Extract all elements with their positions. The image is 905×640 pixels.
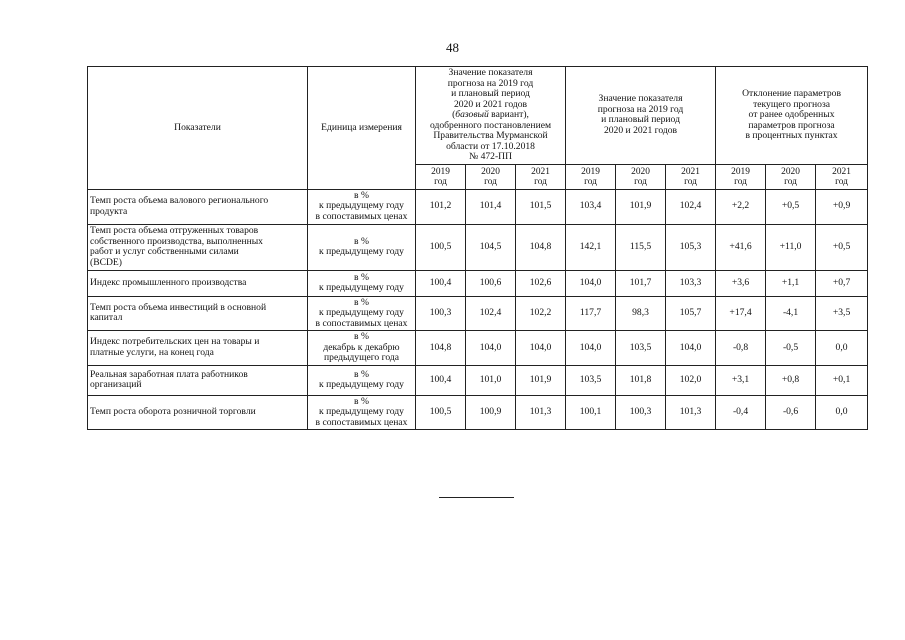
table-row xyxy=(88,224,868,270)
value-cell: -0,8 xyxy=(716,331,766,366)
value-cell: +17,4 xyxy=(716,296,766,331)
indicator-cell: Темп роста объема отгруженных товаров собственного производства, выполненных работ и услуг собственными силами (BCDE) xyxy=(88,224,308,270)
unit-cell: в % к предыдущему году в сопоставимых ценах xyxy=(308,189,416,224)
year-header: 2021 год xyxy=(816,164,868,189)
value-cell: 100,1 xyxy=(566,395,616,430)
value-cell: +0,5 xyxy=(766,189,816,224)
value-cell: 104,5 xyxy=(466,224,516,270)
page-number: 48 xyxy=(446,40,459,55)
value-cell: 115,5 xyxy=(616,224,666,270)
value-cell: 103,3 xyxy=(666,270,716,296)
footer-rule xyxy=(439,497,514,498)
unit-cell: в % декабрь к декабрю предыдущего года xyxy=(308,331,416,366)
value-cell: 104,0 xyxy=(466,331,516,366)
value-cell: 103,5 xyxy=(566,365,616,395)
unit-cell: в % к предыдущему году xyxy=(308,270,416,296)
value-cell: 103,4 xyxy=(566,189,616,224)
year-header: 2019 год xyxy=(566,164,616,189)
value-cell: 105,3 xyxy=(666,224,716,270)
indicator-cell: Темп роста объема инвестиций в основной капитал xyxy=(88,296,308,331)
value-cell: 104,0 xyxy=(566,270,616,296)
table-body xyxy=(88,189,868,430)
unit-cell: в % к предыдущему году xyxy=(308,365,416,395)
value-cell: 100,3 xyxy=(616,395,666,430)
value-cell: 102,4 xyxy=(466,296,516,331)
year-header: 2020 год xyxy=(766,164,816,189)
indicator-cell: Реальная заработная плата работников организаций xyxy=(88,365,308,395)
value-cell: 101,8 xyxy=(616,365,666,395)
value-cell: 101,2 xyxy=(416,189,466,224)
value-cell: 0,0 xyxy=(816,395,868,430)
table-row xyxy=(88,395,868,430)
forecast-table xyxy=(87,66,868,430)
value-cell: 101,4 xyxy=(466,189,516,224)
value-cell: 142,1 xyxy=(566,224,616,270)
indicator-cell: Темп роста объема валового регионального продукта xyxy=(88,189,308,224)
value-cell: 102,6 xyxy=(516,270,566,296)
value-cell: +3,1 xyxy=(716,365,766,395)
value-cell: +3,5 xyxy=(816,296,868,331)
value-cell: 101,9 xyxy=(616,189,666,224)
value-cell: 100,4 xyxy=(416,270,466,296)
value-cell: -0,5 xyxy=(766,331,816,366)
value-cell: 101,9 xyxy=(516,365,566,395)
value-cell: 98,3 xyxy=(616,296,666,331)
table-row xyxy=(88,365,868,395)
value-cell: +11,0 xyxy=(766,224,816,270)
value-cell: -0,6 xyxy=(766,395,816,430)
value-cell: 100,3 xyxy=(416,296,466,331)
value-cell: 102,2 xyxy=(516,296,566,331)
value-cell: 104,8 xyxy=(516,224,566,270)
unit-header: Единица измерения xyxy=(308,67,416,190)
table-row xyxy=(88,296,868,331)
value-cell: 104,0 xyxy=(666,331,716,366)
value-cell: 105,7 xyxy=(666,296,716,331)
current-forecast-header: Значение показателя прогноза на 2019 год и плановый период 2020 и 2021 годов xyxy=(566,67,716,165)
value-cell: 104,0 xyxy=(566,331,616,366)
value-cell: 101,5 xyxy=(516,189,566,224)
value-cell: +0,9 xyxy=(816,189,868,224)
value-cell: 101,3 xyxy=(666,395,716,430)
value-cell: +1,1 xyxy=(766,270,816,296)
value-cell: 117,7 xyxy=(566,296,616,331)
value-cell: 102,4 xyxy=(666,189,716,224)
value-cell: 104,8 xyxy=(416,331,466,366)
deviation-header: Отклонение параметров текущего прогноза от ранее одобренных параметров прогноза в процентных пунктах xyxy=(716,67,868,165)
value-cell: 101,3 xyxy=(516,395,566,430)
year-header: 2019 год xyxy=(716,164,766,189)
value-cell: +0,8 xyxy=(766,365,816,395)
year-header: 2019 год xyxy=(416,164,466,189)
table-row xyxy=(88,189,868,224)
value-cell: +2,2 xyxy=(716,189,766,224)
value-cell: 101,0 xyxy=(466,365,516,395)
table-row xyxy=(88,331,868,366)
value-cell: 103,5 xyxy=(616,331,666,366)
value-cell: 101,7 xyxy=(616,270,666,296)
value-cell: +41,6 xyxy=(716,224,766,270)
value-cell: +0,1 xyxy=(816,365,868,395)
indicator-cell: Темп роста оборота розничной торговли xyxy=(88,395,308,430)
indicator-header: Показатели xyxy=(88,67,308,190)
value-cell: +3,6 xyxy=(716,270,766,296)
value-cell: +0,7 xyxy=(816,270,868,296)
value-cell: +0,5 xyxy=(816,224,868,270)
value-cell: 100,9 xyxy=(466,395,516,430)
year-header: 2020 год xyxy=(616,164,666,189)
unit-cell: в % к предыдущему году в сопоставимых ценах xyxy=(308,296,416,331)
value-cell: 104,0 xyxy=(516,331,566,366)
unit-cell: в % к предыдущему году в сопоставимых ценах xyxy=(308,395,416,430)
value-cell: 100,5 xyxy=(416,395,466,430)
header-row xyxy=(88,67,868,165)
year-header: 2020 год xyxy=(466,164,516,189)
value-cell: 0,0 xyxy=(816,331,868,366)
year-header: 2021 год xyxy=(666,164,716,189)
value-cell: -0,4 xyxy=(716,395,766,430)
unit-cell: в % к предыдущему году xyxy=(308,224,416,270)
value-cell: 100,6 xyxy=(466,270,516,296)
value-cell: -4,1 xyxy=(766,296,816,331)
indicator-cell: Индекс потребительских цен на товары и платные услуги, на конец года xyxy=(88,331,308,366)
indicator-cell: Индекс промышленного производства xyxy=(88,270,308,296)
year-header: 2021 год xyxy=(516,164,566,189)
value-cell: 100,5 xyxy=(416,224,466,270)
value-cell: 102,0 xyxy=(666,365,716,395)
table-row xyxy=(88,270,868,296)
approved-forecast-header: Значение показателя прогноза на 2019 год и плановый период 2020 и 2021 годов (базовый вариант), одобренного постановлением Правительства Мурманской области от 17.10.2018 № 472-ПП xyxy=(416,67,566,165)
value-cell: 100,4 xyxy=(416,365,466,395)
